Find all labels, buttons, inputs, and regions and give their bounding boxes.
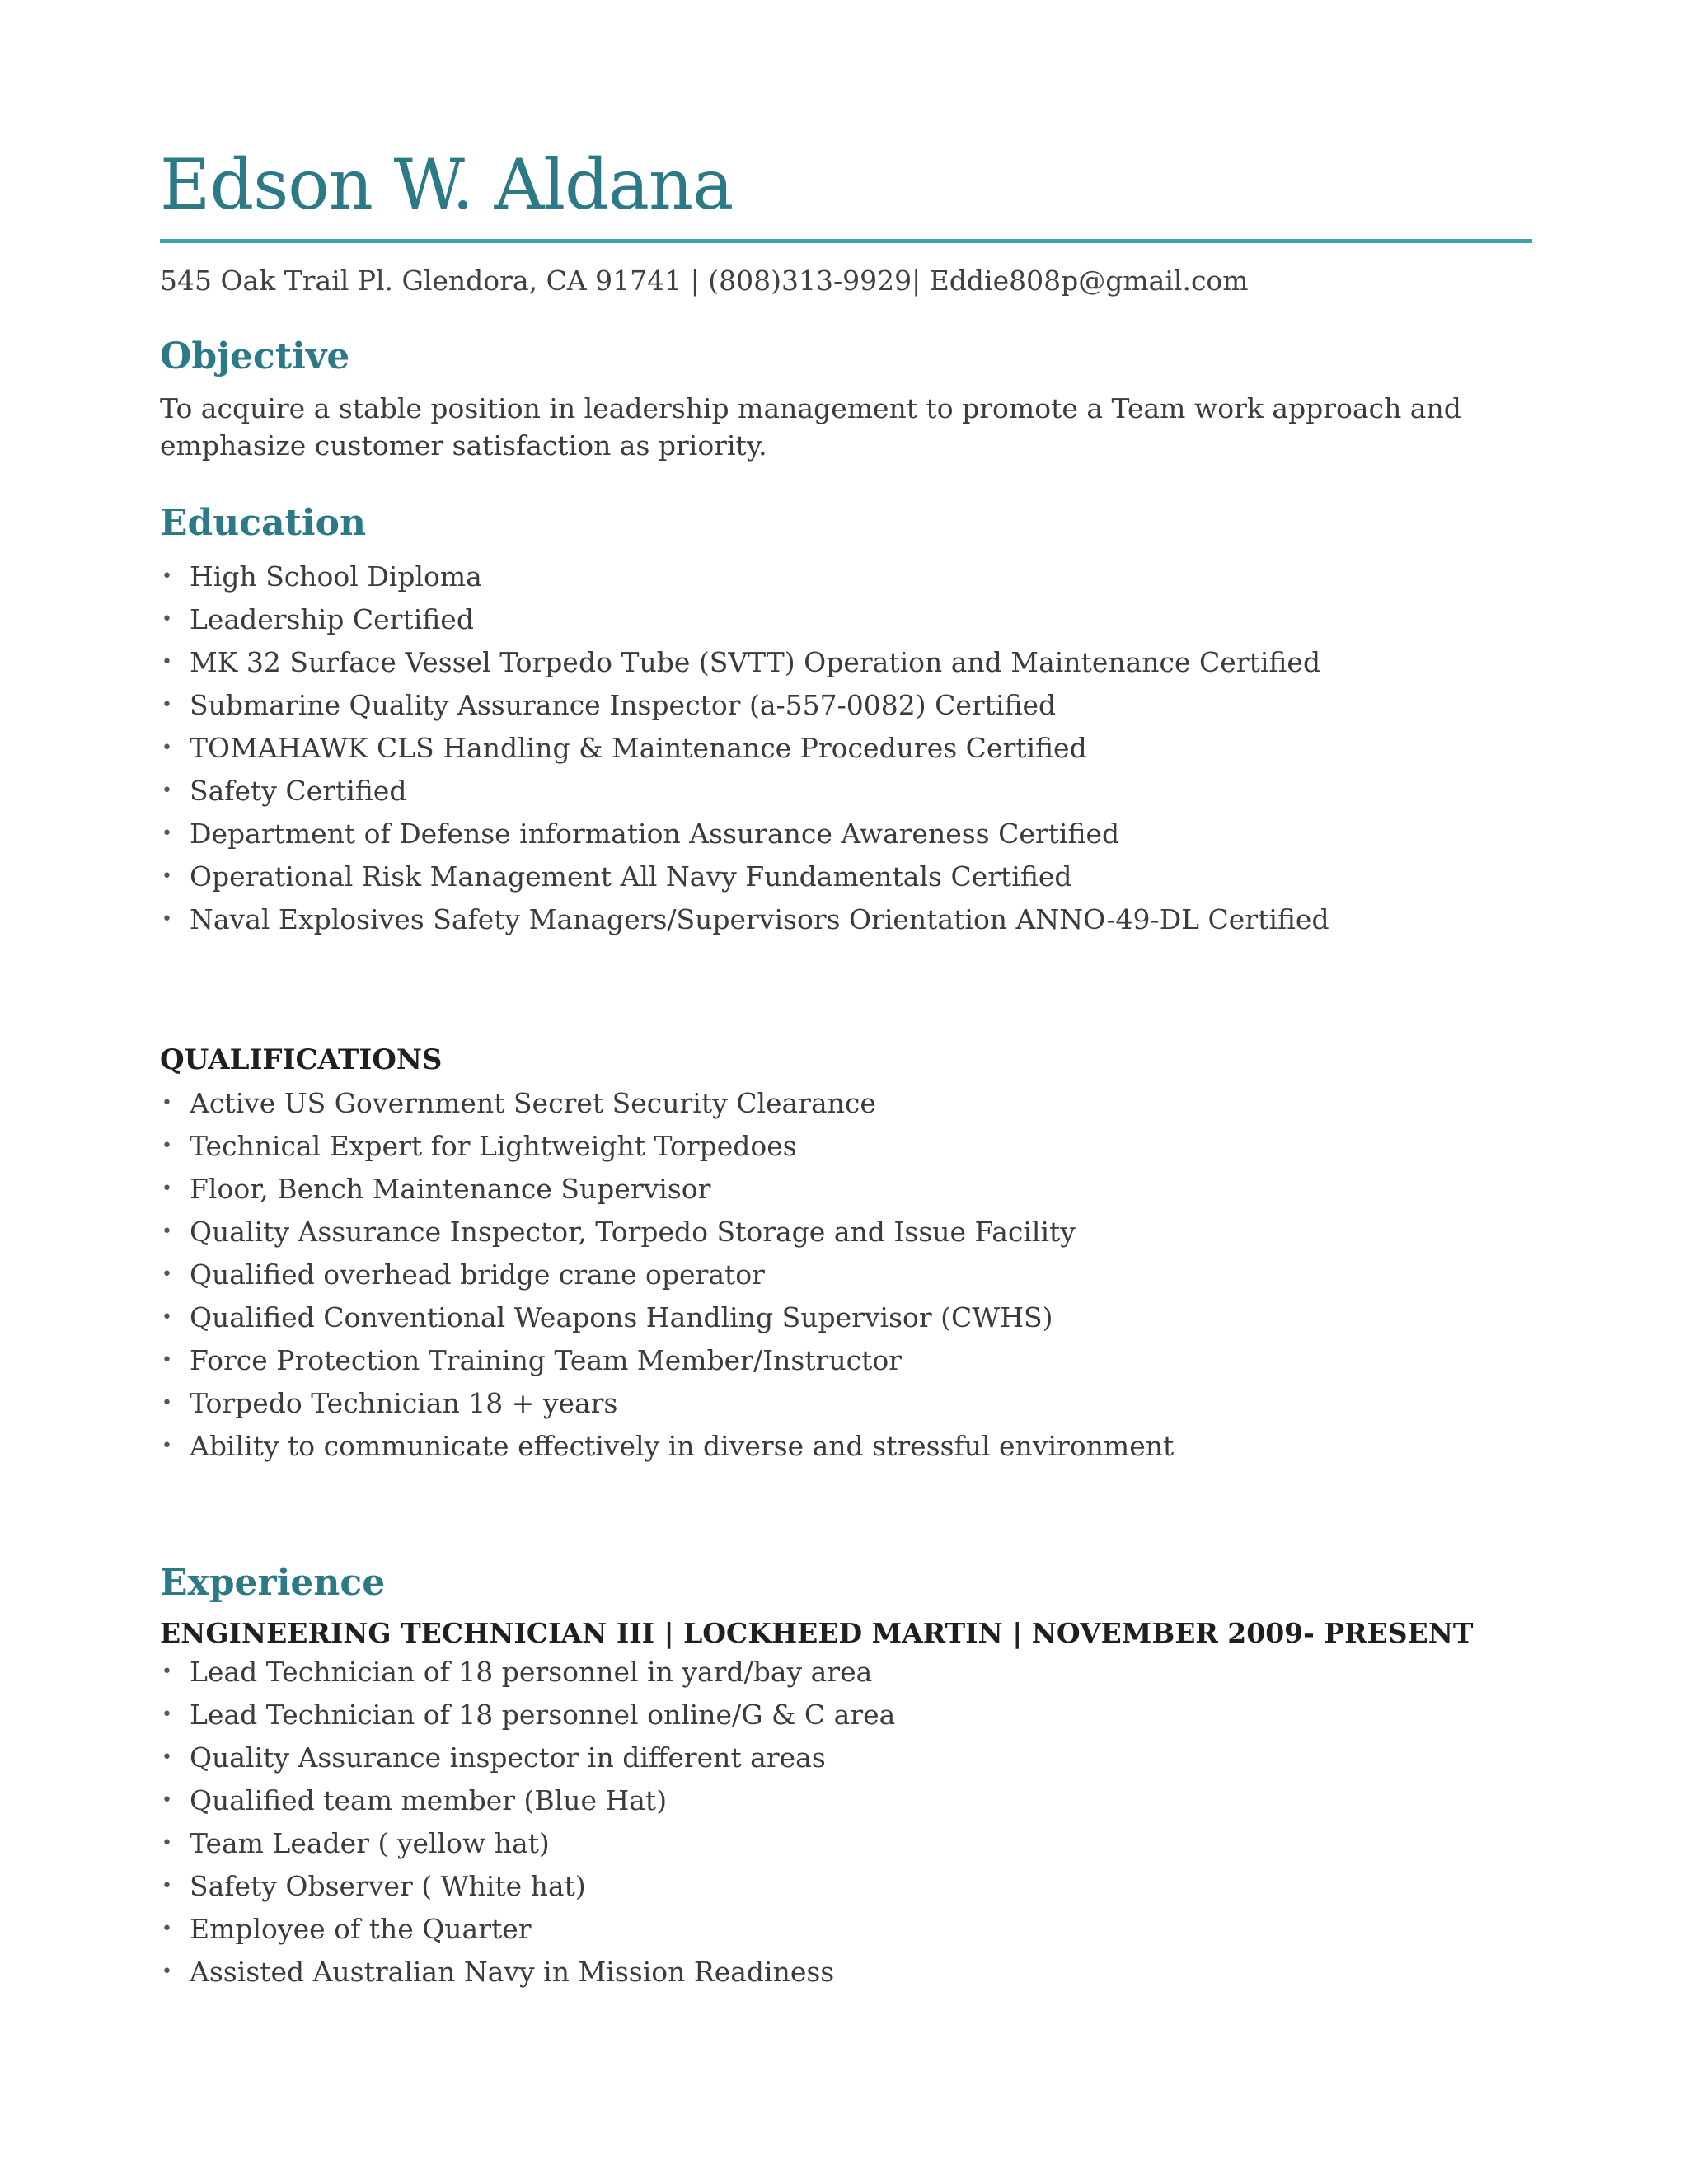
candidate-name: Edson W. Aldana xyxy=(160,144,734,225)
resume-page xyxy=(160,140,1532,1994)
list-item: • Team Leader ( yellow hat) xyxy=(160,1822,1532,1865)
list-item: • Lead Technician of 18 personnel in yard/bay area xyxy=(160,1651,1532,1694)
list-item: • Leadership Certified xyxy=(160,598,1532,641)
experience-heading: Experience xyxy=(160,1561,386,1604)
list-item: • Submarine Quality Assurance Inspector (a-557-0082) Certified xyxy=(160,684,1532,727)
bullet-icon: • xyxy=(162,1306,172,1328)
contact-line: 545 Oak Trail Pl. Glendora, CA 91741 | (808)313-9929| Eddie808p@gmail.com xyxy=(160,265,1249,297)
bullet-icon: • xyxy=(162,1833,172,1854)
list-item: • Naval Explosives Safety Managers/Supervisors Orientation ANNO-49-DL Certified xyxy=(160,898,1532,941)
bullet-icon: • xyxy=(162,1919,172,1940)
list-item: • High School Diploma xyxy=(160,555,1532,598)
bullet-icon: • xyxy=(162,1221,172,1242)
list-item: • Ability to communicate effectively in diverse and stressful environment xyxy=(160,1425,1532,1468)
list-item: • Qualified team member (Blue Hat) xyxy=(160,1779,1532,1822)
list-item: • Quality Assurance inspector in different areas xyxy=(160,1736,1532,1779)
list-item: • Assisted Australian Navy in Mission Readiness xyxy=(160,1951,1532,1994)
list-item: • Department of Defense information Assurance Awareness Certified xyxy=(160,813,1532,855)
education-list xyxy=(160,555,1532,941)
bullet-icon: • xyxy=(162,1961,172,1983)
list-item: • Force Protection Training Team Member/Instructor xyxy=(160,1339,1532,1382)
bullet-icon: • xyxy=(162,866,172,888)
bullet-icon: • xyxy=(162,1263,172,1285)
list-item: • MK 32 Surface Vessel Torpedo Tube (SVTT) Operation and Maintenance Certified xyxy=(160,641,1532,684)
list-item: • TOMAHAWK CLS Handling & Maintenance Procedures Certified xyxy=(160,727,1532,770)
list-item: • Operational Risk Management All Navy Fundamentals Certified xyxy=(160,855,1532,898)
bullet-icon: • xyxy=(162,780,172,802)
list-item: • Safety Observer ( White hat) xyxy=(160,1865,1532,1908)
list-item: • Floor, Bench Maintenance Supervisor xyxy=(160,1168,1532,1211)
bullet-icon: • xyxy=(162,1435,172,1456)
list-item: • Qualified Conventional Weapons Handling Supervisor (CWHS) xyxy=(160,1296,1532,1339)
objective-heading: Objective xyxy=(160,335,350,377)
header-divider xyxy=(160,239,1532,243)
bullet-icon: • xyxy=(162,1092,172,1113)
experience-list xyxy=(160,1651,1532,1994)
list-item: • Active US Government Secret Security Clearance xyxy=(160,1082,1532,1125)
list-item: • Employee of the Quarter xyxy=(160,1908,1532,1951)
bullet-icon: • xyxy=(162,1790,172,1811)
list-item: • Quality Assurance Inspector, Torpedo Storage and Issue Facility xyxy=(160,1211,1532,1254)
bullet-icon: • xyxy=(162,1349,172,1371)
bullet-icon: • xyxy=(162,823,172,845)
list-item: • Lead Technician of 18 personnel online/G & C area xyxy=(160,1694,1532,1736)
bullet-icon: • xyxy=(162,1392,172,1413)
bullet-icon: • xyxy=(162,1135,172,1156)
bullet-icon: • xyxy=(162,566,172,588)
bullet-icon: • xyxy=(162,695,172,716)
bullet-icon: • xyxy=(162,652,172,673)
qualifications-heading: QUALIFICATIONS xyxy=(160,1043,443,1077)
bullet-icon: • xyxy=(162,1704,172,1726)
objective-text: To acquire a stable position in leadership management to promote a Team work approach and emphasize customer satisfaction as priority. xyxy=(160,392,1461,462)
job-title: ENGINEERING TECHNICIAN III | LOCKHEED MARTIN | NOVEMBER 2009- PRESENT xyxy=(160,1616,1474,1649)
bullet-icon: • xyxy=(162,1747,172,1769)
list-item: • Torpedo Technician 18 + years xyxy=(160,1382,1532,1425)
list-item: • Safety Certified xyxy=(160,770,1532,813)
qualifications-list xyxy=(160,1082,1532,1468)
bullet-icon: • xyxy=(162,1661,172,1683)
bullet-icon: • xyxy=(162,1178,172,1199)
bullet-icon: • xyxy=(162,1876,172,1897)
education-heading: Education xyxy=(160,502,366,545)
bullet-icon: • xyxy=(162,738,172,759)
list-item: • Technical Expert for Lightweight Torpedoes xyxy=(160,1125,1532,1168)
list-item: • Qualified overhead bridge crane operator xyxy=(160,1254,1532,1296)
bullet-icon: • xyxy=(162,909,172,930)
bullet-icon: • xyxy=(162,609,172,630)
